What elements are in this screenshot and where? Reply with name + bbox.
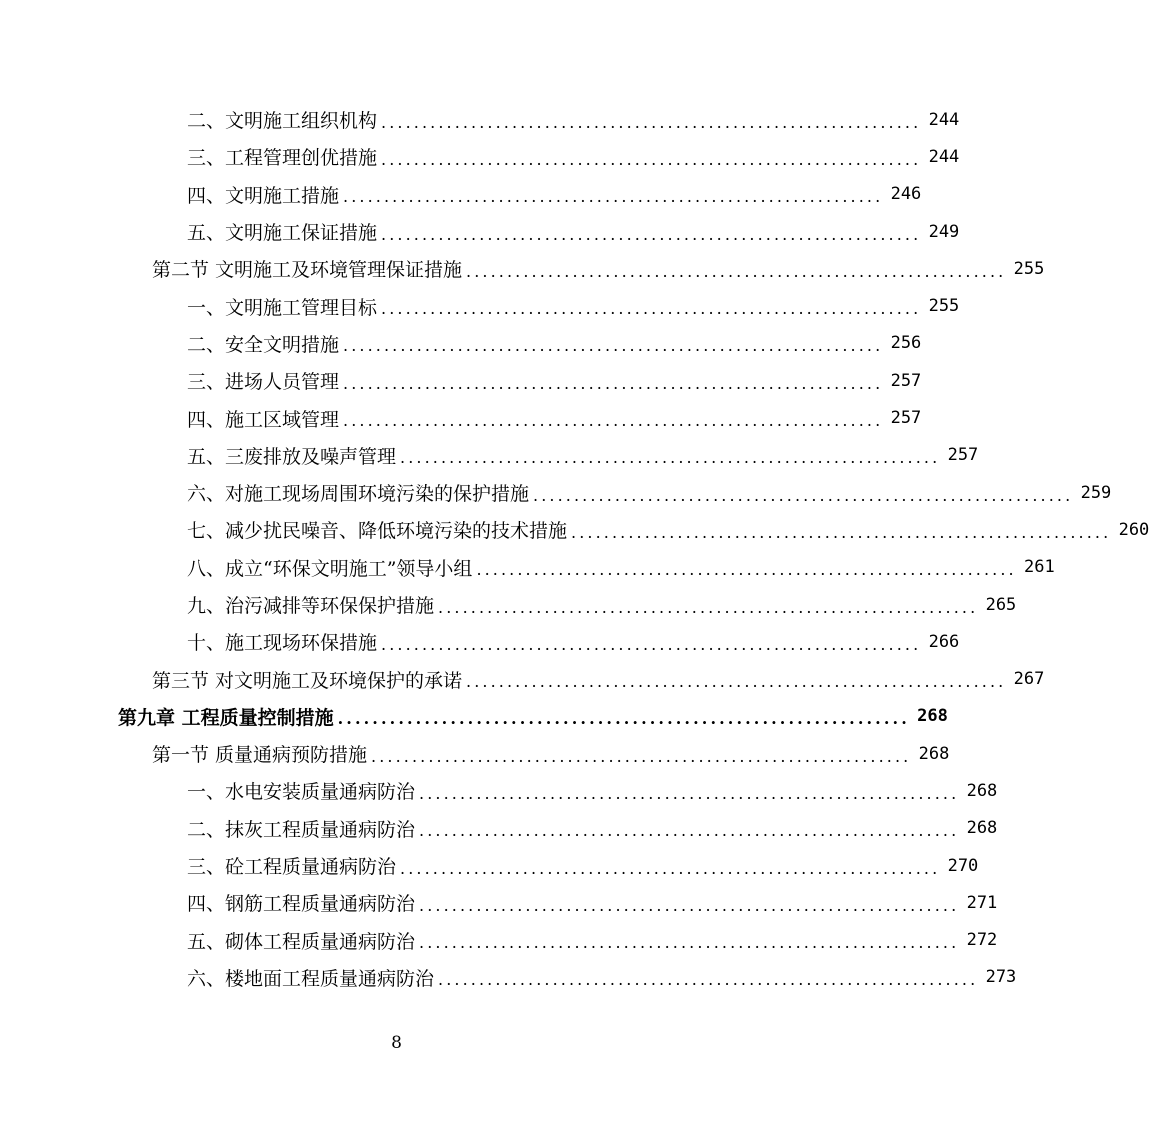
dot-leader: .................................................................. [381,112,922,132]
toc-entry[interactable] [0,474,1112,511]
dot-leader: .................................................................. [438,597,979,617]
page-number: 8 [391,1033,402,1053]
toc-entry-page: 268 [966,818,998,839]
dot-leader: .................................................................. [381,224,922,244]
dot-leader: .................................................................. [343,336,884,356]
toc-entry[interactable] [0,437,979,474]
dot-leader: .................................................................. [419,821,960,841]
toc-entry[interactable] [0,325,922,362]
toc-entry-page: 268 [966,780,998,801]
dot-leader: .................................................................. [337,709,910,729]
toc-entry-title: 二、抹灰工程质量通病防治 [187,818,416,841]
toc-entry[interactable] [0,287,960,324]
dot-leader: .................................................................. [533,485,1074,505]
dot-leader: .................................................................. [381,149,922,169]
toc-entry-page: 259 [1080,482,1112,503]
toc-entry[interactable] [0,250,1045,287]
toc-entry-title: 一、水电安装质量通病防治 [187,781,416,804]
toc-entry-page: 244 [928,146,960,167]
toc-entry[interactable] [0,623,960,660]
toc-entry-page: 266 [928,631,960,652]
toc-entry-page: 261 [1024,557,1055,578]
toc-entry-title: 六、对施工现场周围环境污染的保护措施 [187,483,530,506]
toc-entry-title: 一、文明施工管理目标 [187,296,378,319]
dot-leader: .................................................................. [343,187,884,207]
toc-entry[interactable] [0,922,998,959]
toc-entry-title: 五、砌体工程质量通病防治 [187,930,416,953]
dot-leader: .................................................................. [419,783,960,803]
toc-entry[interactable] [0,549,1055,586]
toc-entry-page: 273 [985,967,1017,988]
dot-leader: .................................................................. [371,746,912,766]
dot-leader: .................................................................. [419,895,960,915]
dot-leader: .................................................................. [400,448,941,468]
toc-entry[interactable] [0,772,998,809]
toc-entry-page: 257 [890,370,922,391]
toc-entry-title: 十、施工现场环保措施 [187,632,378,655]
toc-entry-title: 五、三废排放及噪声管理 [187,445,397,468]
toc-entry[interactable] [0,138,960,175]
toc-entry[interactable] [0,735,950,772]
toc-entry-title: 九、治污减排等环保保护措施 [187,595,435,617]
toc-entry-title: 五、文明施工保证措施 [187,222,378,245]
dot-leader: .................................................................. [476,560,1017,580]
toc-entry-page: 244 [928,109,960,130]
toc-entry-title: 第三节 对文明施工及环境保护的承诺 [152,669,463,692]
toc-entry[interactable] [0,511,1149,548]
toc-entry-page: 271 [966,892,998,913]
toc-entry-title: 三、砼工程质量通病防治 [187,856,397,879]
toc-entry-page: 255 [928,296,960,317]
toc-entry-title: 八、成立“环保文明施工”领导小组 [187,557,473,580]
toc-entry-title: 第九章 工程质量控制措施 [118,706,334,729]
toc-entry-title: 第一节 质量通病预防措施 [152,744,368,767]
dot-leader: .................................................................. [466,261,1007,281]
toc-entry-title: 第二节 文明施工及环境管理保证措施 [152,259,463,282]
toc-entry-page: 260 [1118,519,1149,540]
toc-entry-page: 268 [918,743,950,764]
toc-entry[interactable] [0,362,922,399]
toc-entry-title: 七、减少扰民噪音、降低环境污染的技术措施 [187,520,568,543]
dot-leader: .................................................................. [381,634,922,654]
toc-entry[interactable] [0,213,960,250]
dot-leader: .................................................................. [571,522,1112,542]
toc-entry[interactable] [0,176,922,213]
toc-entry[interactable] [0,847,979,884]
toc-entry-page: 268 [917,706,948,727]
toc-entry-page: 249 [928,221,960,242]
toc-entry-page: 256 [890,333,922,354]
toc-entry-title: 二、文明施工组织机构 [187,110,378,133]
dot-leader: .................................................................. [343,373,884,393]
toc-entry[interactable] [0,399,922,436]
toc-entry-page: 267 [1013,669,1045,690]
toc-entry-title: 四、施工区域管理 [187,408,340,431]
toc-entry-title: 二、安全文明措施 [187,333,340,356]
toc-entry[interactable] [0,586,1017,623]
toc-entry-title: 四、钢筋工程质量通病防治 [187,893,416,916]
toc-entry-page: 270 [947,855,979,876]
table-of-contents [0,101,1149,996]
toc-entry[interactable] [0,660,1045,697]
toc-entry-page: 265 [985,594,1017,615]
toc-entry-page: 246 [890,184,922,205]
dot-leader: .................................................................. [419,933,960,953]
toc-entry-page: 257 [947,445,979,466]
dot-leader: .................................................................. [438,970,979,990]
toc-entry[interactable] [0,810,998,847]
toc-entry-page: 272 [966,930,998,951]
toc-entry[interactable] [0,959,1017,996]
dot-leader: .................................................................. [400,858,941,878]
dot-leader: .................................................................. [381,299,922,319]
toc-entry-title: 四、文明施工措施 [187,184,340,207]
toc-entry-page: 257 [890,408,922,429]
dot-leader: .................................................................. [466,672,1007,692]
toc-entry-title: 六、楼地面工程质量通病防治 [187,967,435,990]
toc-entry-title: 三、进场人员管理 [187,371,340,394]
toc-entry-page: 255 [1013,258,1045,279]
toc-entry[interactable] [0,101,960,138]
toc-entry-title: 三、工程管理创优措施 [187,147,378,170]
dot-leader: .................................................................. [343,411,884,431]
toc-chapter-entry[interactable] [0,698,948,735]
toc-entry[interactable] [0,884,998,921]
